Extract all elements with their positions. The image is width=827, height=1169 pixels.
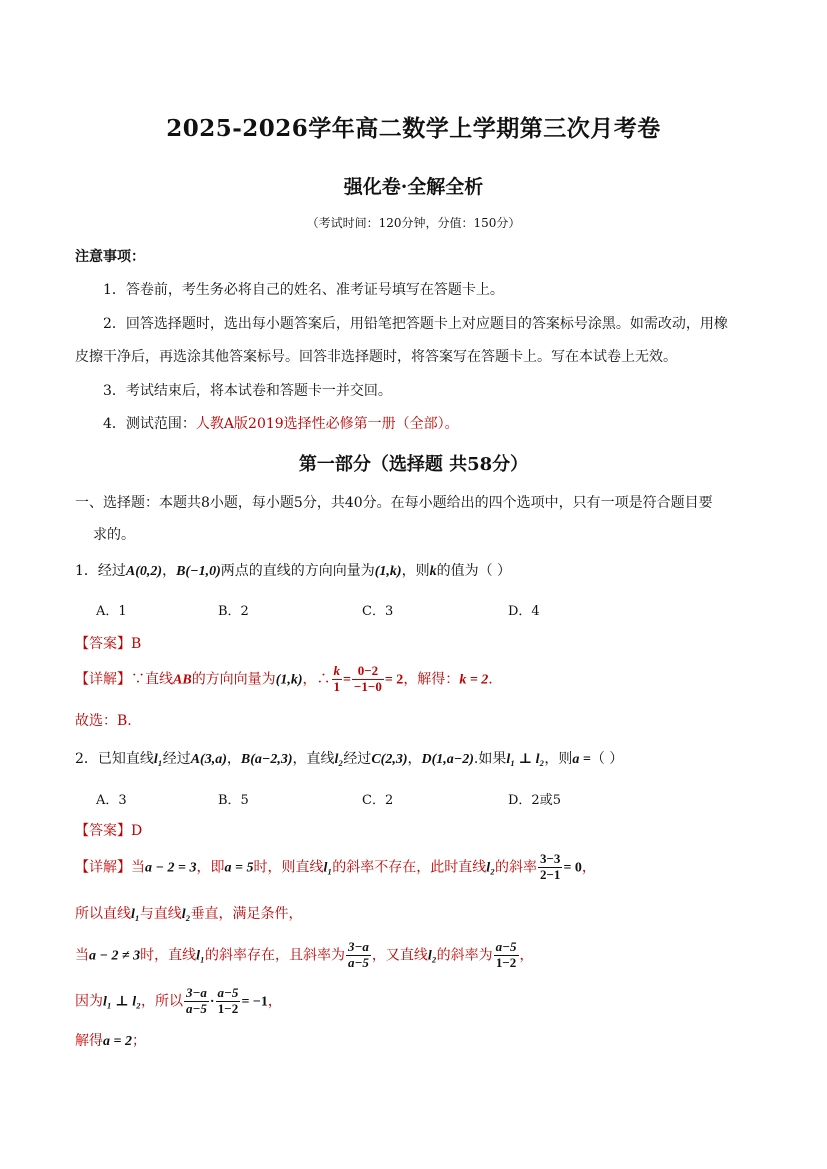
q1-variable-k: k xyxy=(429,564,437,579)
q1-detail-tag: 【详解】 xyxy=(75,671,131,688)
q2-text: 经过 xyxy=(162,751,191,767)
fraction-denominator: a−5 xyxy=(185,1000,207,1016)
fraction-denominator: 1−2 xyxy=(495,954,517,970)
q2-fraction-l1-slope xyxy=(346,940,371,971)
q2-line-l1: l₁ xyxy=(196,948,205,964)
q2-line-l1: l₁ xyxy=(131,907,140,922)
fraction-numerator: 3−3 xyxy=(540,851,561,866)
q2-detail-text: ， xyxy=(581,859,596,876)
q1-option-a[interactable]: A．1 xyxy=(96,604,127,619)
q1-stem xyxy=(75,560,511,580)
q2-detail-text: 所以直线 xyxy=(75,906,131,922)
q2-text: 经过 xyxy=(343,751,372,767)
q2-a-solution: a = 2 xyxy=(103,1034,132,1049)
exam-title: 2025-2026学年高二数学上学期第三次月考卷 xyxy=(166,115,661,142)
section-intro-line2: 求的。 xyxy=(93,527,135,543)
q2-line-l1: l₁ xyxy=(153,752,163,767)
section-title: 第一部分（选择题 共58分） xyxy=(298,454,529,475)
notice-item-2-line2: 皮擦干净后，再选涂其他答案标号。回答非选择题时，将答案写在答题卡上。写在本试卷上无效。 xyxy=(75,349,677,365)
fraction-numerator: a−5 xyxy=(495,939,517,954)
q2-detail-text: 时，直线 xyxy=(140,947,197,964)
q2-detail-text: 解得 xyxy=(75,1033,103,1049)
q2-detail-text: 当 xyxy=(131,859,145,876)
q1-option-c[interactable]: C．3 xyxy=(362,604,394,619)
q2-perpendicular: l₁ ⊥ l₂ xyxy=(506,752,545,767)
q2-detail-text: 的斜率不存在，此时直线 xyxy=(332,859,487,876)
q2-answer: 【答案】D xyxy=(75,823,143,839)
q2-text: .如果 xyxy=(473,751,507,767)
q2-line-l1: l₁ xyxy=(323,860,333,876)
q1-detail-ab: AB xyxy=(173,672,192,688)
q1-detail-text: ∵直线 xyxy=(131,671,173,688)
fraction-denominator: 1−2 xyxy=(217,1000,239,1016)
q1-detail-text: ，∴ xyxy=(302,671,331,688)
q1-option-d[interactable]: D．4 xyxy=(508,604,540,619)
q2-fraction-product-1 xyxy=(184,986,209,1017)
q1-text: 两点的直线的方向向量为 xyxy=(220,563,375,579)
q1-detail-vector: (1,k) xyxy=(275,672,303,688)
q2-detail-text: 时，则直线 xyxy=(253,859,324,876)
q2-point-b: B(a−2,3) xyxy=(240,752,293,767)
fraction-denominator: 2−1 xyxy=(540,866,561,882)
notice-item-4-prefix: 4．测试范围： xyxy=(103,416,196,432)
q2-text: （ ） xyxy=(590,751,624,767)
q2-line-l2: l₂ xyxy=(181,907,191,922)
q2-line-l2: l₂ xyxy=(334,752,344,767)
fraction-denominator: −1−0 xyxy=(354,678,382,694)
q2-fraction-slope xyxy=(538,852,562,883)
q2-a-equals: a = xyxy=(572,752,591,767)
notice-item-3: 3．考试结束后，将本试卷和答题卡一并交回。 xyxy=(103,383,392,399)
q1-point-a: A(0,2) xyxy=(125,564,163,579)
q2-detail-text: 当 xyxy=(75,947,89,964)
q2-point-a: A(3,a) xyxy=(190,752,227,767)
q2-detail-line2 xyxy=(75,903,303,923)
q2-detail-tag: 【详解】 xyxy=(75,859,131,876)
q1-direction-vector: (1,k) xyxy=(374,564,402,579)
q2-text: ，直线 xyxy=(292,751,335,767)
fraction-numerator: a−5 xyxy=(217,985,239,1000)
q2-fraction-l2-slope xyxy=(494,940,519,971)
notice-item-1: 1．答卷前，考生务必将自己的姓名、准考证号填写在答题卡上。 xyxy=(103,282,504,298)
section-intro-line1: 一、选择题：本题共8小题，每小题5分，共40分。在每小题给出的四个选项中，只有一项是符合题目要 xyxy=(75,495,713,511)
q2-equals-minus-one: = −1 xyxy=(241,994,268,1010)
q2-text: ，则 xyxy=(544,751,573,767)
q1-text: 的值为（ ） xyxy=(436,563,512,579)
notice-item-4 xyxy=(103,413,459,433)
q2-detail-line3 xyxy=(75,940,534,971)
q2-detail-text: ，又直线 xyxy=(371,947,428,964)
q2-detail-text: 垂直，满足条件， xyxy=(190,906,303,922)
q2-text: ， xyxy=(407,751,422,767)
notice-title: 注意事项： xyxy=(75,249,145,265)
q2-detail-text: 的斜率存在，且斜率为 xyxy=(204,947,345,964)
q1-fraction-slope xyxy=(352,664,384,695)
q2-text: ， xyxy=(226,751,241,767)
q2-line-l2: l₂ xyxy=(486,860,496,876)
q2-condition: a − 2 ≠ 3 xyxy=(89,948,141,964)
q2-equals-zero: = 0 xyxy=(563,860,582,876)
q1-detail-text: 的方向向量为 xyxy=(191,671,276,688)
fraction-denominator: 1 xyxy=(333,678,341,694)
q1-option-b[interactable]: B．2 xyxy=(218,604,249,619)
q2-fraction-product-2 xyxy=(216,986,241,1017)
q2-a-value: a = 5 xyxy=(224,860,254,876)
q2-text: 2．已知直线 xyxy=(75,751,154,767)
q2-detail-text: ， xyxy=(267,993,282,1010)
q1-equals-result: = 2 xyxy=(384,672,404,688)
fraction-denominator: a−5 xyxy=(347,954,369,970)
q2-detail-line5 xyxy=(75,1030,146,1050)
q2-detail-line1 xyxy=(75,852,596,883)
q1-choose: 故选：B. xyxy=(75,713,132,729)
q2-detail-text: 因为 xyxy=(75,993,103,1010)
q2-detail-text: ，所以 xyxy=(140,993,183,1010)
q2-detail-text: 的斜率 xyxy=(495,859,538,876)
q1-detail-text: . xyxy=(488,671,493,688)
q2-condition: a − 2 = 3 xyxy=(145,860,197,876)
q1-text: 1．经过 xyxy=(75,563,126,579)
q2-point-d: D(1,a−2) xyxy=(421,752,474,767)
q2-option-a[interactable]: A．3 xyxy=(96,793,127,808)
exam-subtitle: 强化卷·全解全析 xyxy=(343,176,484,198)
q2-detail-line4 xyxy=(75,986,282,1017)
q2-detail-text: ，即 xyxy=(196,859,225,876)
fraction-numerator: k xyxy=(333,663,341,678)
q1-detail xyxy=(75,664,493,695)
exam-time-info: （考试时间：120分钟，分值：150分） xyxy=(306,216,521,230)
q1-equals: = xyxy=(343,672,351,688)
q1-detail-text: ，解得： xyxy=(403,671,460,688)
notice-item-4-scope: 人教A版2019选择性必修第一册（全部）。 xyxy=(195,416,459,432)
q1-text: ，则 xyxy=(401,563,430,579)
q2-point-c: C(2,3) xyxy=(371,752,408,767)
q1-point-b: B(−1,0) xyxy=(176,564,221,579)
q1-fraction-k xyxy=(332,664,343,695)
notice-item-2-line1: 2．回答选择题时，选出每小题答案后，用铅笔把答题卡上对应题目的答案标号涂黑。如需改动，用橡 xyxy=(103,316,728,332)
q2-line-l2: l₂ xyxy=(427,948,437,964)
q2-detail-text: ， xyxy=(519,947,534,964)
q2-option-b[interactable]: B．5 xyxy=(218,793,249,808)
q2-multiply-dot: · xyxy=(209,994,215,1010)
q2-option-c[interactable]: C．2 xyxy=(362,793,394,808)
fraction-numerator: 3−a xyxy=(185,985,207,1000)
q2-perpendicular: l₁ ⊥ l₂ xyxy=(103,994,141,1010)
fraction-numerator: 0−2 xyxy=(352,664,384,680)
q2-option-d[interactable]: D．2或5 xyxy=(508,793,561,808)
q1-text: ， xyxy=(162,563,177,579)
q1-detail-result: k = 2 xyxy=(459,672,489,688)
q2-stem xyxy=(75,748,623,768)
q2-detail-text: 与直线 xyxy=(139,906,182,922)
q1-answer: 【答案】B xyxy=(75,636,142,652)
q2-detail-text: 的斜率为 xyxy=(436,947,493,964)
fraction-numerator: 3−a xyxy=(347,939,369,954)
q2-detail-text: ； xyxy=(131,1033,146,1049)
